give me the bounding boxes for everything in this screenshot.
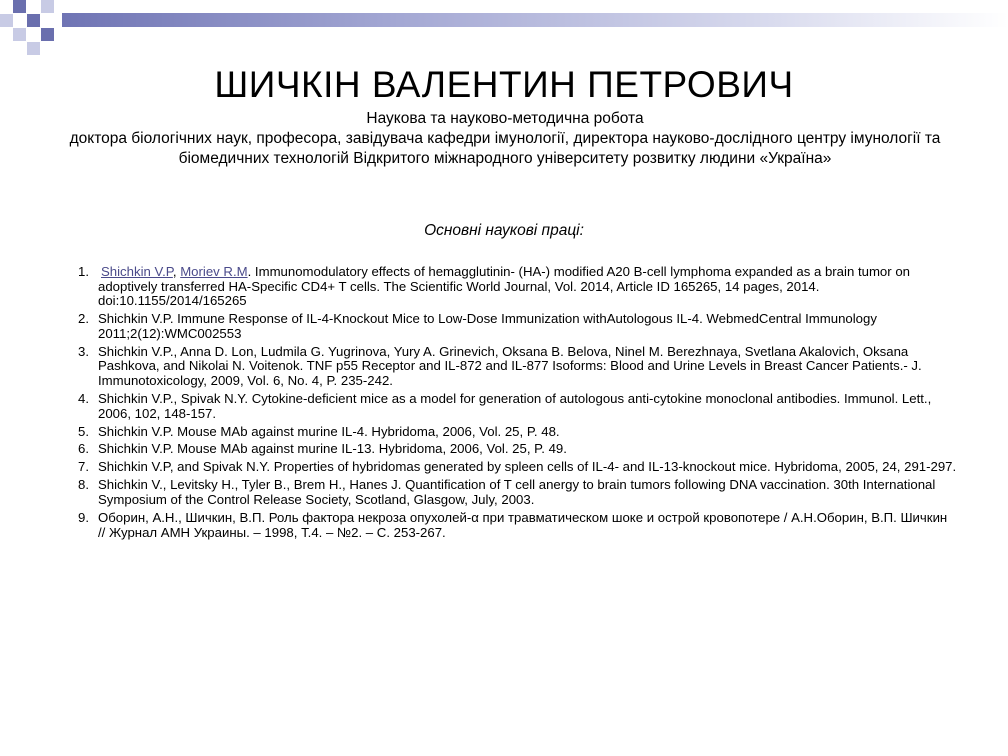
publication-item (78, 312, 958, 341)
publication-number: 6. (78, 441, 89, 457)
publication-item (78, 345, 958, 389)
publication-item (78, 265, 958, 309)
decor-square (27, 14, 40, 27)
author-link[interactable]: Moriev R.M (180, 264, 248, 279)
publication-number: 5. (78, 423, 89, 439)
publication-list (78, 265, 958, 544)
publication-text: Shichkin V.P. Immune Response of IL-4-Knockout Mice to Low-Dose Immunization withAutologous IL-4. WebmedCentral Immunology 2011;2(12):WMC002553 (98, 311, 877, 341)
top-gradient-stripe (62, 13, 1008, 27)
publication-text (98, 264, 910, 308)
author-link[interactable]: Shichkin V.P (101, 264, 173, 279)
page-title: ШИЧКІН ВАЛЕНТИН ПЕТРОВИЧ (214, 64, 794, 105)
publication-item (78, 442, 958, 457)
publication-number: 3. (78, 343, 89, 359)
publication-item (78, 392, 958, 421)
publication-text: Shichkin V., Levitsky H., Tyler B., Brem H., Hanes J. Quantification of T cell anergy to brain tumors following DNA vaccination. 30th International Symposium of the Control Release Society, Scotland, Glasgow, July, 2003. (98, 477, 936, 508)
publication-text: Оборин, А.Н., Шичкин, В.П. Роль фактора некроза опухолей-α при травматическом шоке и острой кровопотере / А.Н.Оборин, В.П. Шичкин // Журнал АМН Украины. – 1998, Т.4. – №2. – С. 253-267. (98, 510, 948, 540)
publication-text: Shichkin V.P., Anna D. Lon, Ludmila G. Yugrinova, Yury A. Grinevich, Oksana B. Belova, Ninel M. Berezhnaya, Svetlana Akalovich, Oksana Pashkova, and Nikolai N. Voitenok. TNF p55 Receptor and IL-872 and IL-877 Isoforms: Blood and Urine Levels in Breast Cancer Patients.- J. Immunotoxicology, 2009, Vol. 6, No. 4, P. 235-242. (98, 343, 922, 388)
publication-citation: . Immunomodulatory effects of hemagglutinin- (HA-) modified A20 B-cell lymphoma expanded as a brain tumor on adoptively transferred HA-Specific CD4+ T cells. The Scientific World Journal, Vol. 2014, Article ID 165265, 14 pages, 2014. doi:10.1155/2014/165265 (98, 264, 910, 309)
subtitle-line-2: доктора біологічних наук, професора, завідувача кафедри імунології, директора науково-дослідного центру імунології та біомедичних технологій Відкритого міжнародного університету розвитку людини «Україна» (69, 130, 941, 167)
decor-square (41, 0, 54, 13)
publication-number: 2. (78, 311, 89, 327)
publication-text: Shichkin V.P., Spivak N.Y. Cytokine-deficient mice as a model for generation of autologous anti-cytokine monoclonal antibodies. Immunol. Lett., 2006, 102, 148-157. (98, 390, 932, 421)
publication-text: Shichkin V.P. Mouse MAb against murine IL-4. Hybridoma, 2006, Vol. 25, P. 48. (98, 423, 560, 439)
publication-number: 4. (78, 390, 89, 406)
publication-number: 7. (78, 459, 89, 475)
decor-square (0, 14, 13, 27)
publication-item (78, 425, 958, 440)
publication-item (78, 511, 958, 540)
decor-square (27, 42, 40, 55)
publication-text: Shichkin V.P, and Spivak N.Y. Properties of hybridomas generated by spleen cells of IL-4- and IL-13-knockout mice. Hybridoma, 2005, 24, 291-297. (98, 459, 957, 475)
publication-item (78, 460, 958, 475)
author-separator: , (172, 264, 181, 279)
publication-number: 9. (78, 510, 89, 526)
decor-square (13, 0, 26, 13)
corner-squares-decoration (0, 0, 80, 70)
section-heading: Основні наукові праці: (424, 222, 584, 239)
publication-number: 8. (78, 477, 89, 493)
subtitle (60, 109, 950, 169)
publication-text: Shichkin V.P. Mouse MAb against murine IL-13. Hybridoma, 2006, Vol. 25, P. 49. (98, 441, 567, 457)
subtitle-line-1: Наукова та науково-методична робота (366, 110, 644, 127)
publication-item (78, 478, 958, 507)
publication-number: 1. (78, 264, 89, 279)
decor-square (41, 28, 54, 41)
decor-square (13, 28, 26, 41)
